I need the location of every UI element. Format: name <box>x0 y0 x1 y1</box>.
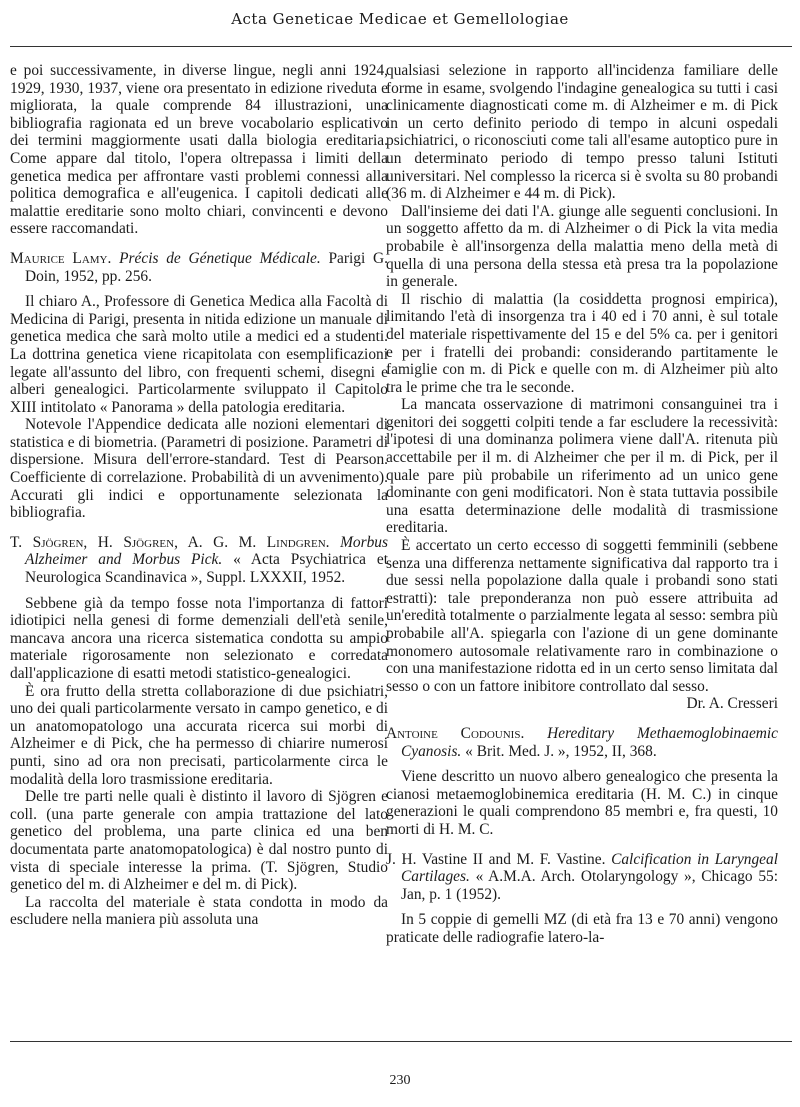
review-title: Précis de Génetique Médicale. <box>119 249 321 267</box>
review-author: Antoine Codounis. <box>386 724 525 742</box>
review-entry-sjogren <box>10 534 388 587</box>
review-author: J. H. Vastine II and M. F. Vastine. <box>386 850 606 868</box>
review-entry-lamy <box>10 250 388 285</box>
journal-title: Acta Geneticae Medicae et Gemellologiae <box>231 10 569 28</box>
reviewer-signature: Dr. A. Cresseri <box>686 695 778 713</box>
review-entry-codounis <box>386 725 778 760</box>
review-entry-vastine <box>386 851 778 904</box>
review-paragraph: In 5 coppie di gemelli MZ (di età fra 13 e 70 anni) vengono praticate delle radiografie latero-la- <box>386 911 778 946</box>
intro-paragraph: e poi successivamente, in diverse lingue, negli anni 1924, 1929, 1930, 1937, viene ora presentato in edizione riveduta e migliorata, la quale comprende 84 illustrazioni, una bibliografia ragionata ed un breve vocabolario esplicativo dei termini maggiormente usati dalla biologia ereditaria. Come appare dal titolo, l'opera oltrepassa i limiti della genetica medica per affrontare vasti problemi connessi alla politica demografica e all'eugenica. I capitoli dedicati alle malattie ereditarie sono molto chiari, convincenti e devono essere raccomandati. <box>10 62 388 238</box>
review-paragraph: La raccolta del materiale è stata condotta in modo da escludere nella maniera più assoluta una <box>10 893 388 929</box>
review-publication: « Brit. Med. J. », 1952, II, 368. <box>465 742 657 760</box>
right-column <box>386 62 778 947</box>
page-number: 230 <box>389 1073 411 1088</box>
review-paragraph: Delle tre parti nelle quali è distinto il lavoro di Sjögren e coll. (una parte generale con ampia trattazione del lato genetico del problema, una parte clinica ed una ben documentata parte anatomopatologica) è dal nostro punto di vista di speciale interesse la prima. (T. Sjögren, Studio genetico del m. di Alzheimer e del m. di Pick). <box>10 788 388 894</box>
review-paragraph: Il rischio di malattia (la cosiddetta prognosi empirica), limitando l'età di insorgenza tra i 40 ed i 70 anni, è sul totale del materiale rispettivamente del 15 e del 5% ca. per i genitori e per i fratelli dei probandi: considerando partitamente le famiglie con m. di Pick e quelle con m. di Alzheimer più alto tra le prime che tra le seconde. <box>386 290 778 396</box>
review-paragraph: La mancata osservazione di matrimoni consanguinei tra i genitori dei soggetti colpiti tende a far escludere la recessività: l'ipotesi di una dominanza polimera viene dall'A. ritenuta più accettabile per il m. di Alzheimer che per il m. di Pick, per il quale pare più probabile un riferimento ad un unico gene dominante con geni modificatori. Non è stata tuttavia possibile una esatta determinazione delle modalità di trasmissione ereditaria. <box>386 396 778 537</box>
continuation-paragraph: qualsiasi selezione in rapporto all'incidenza familiare delle forme in esame, svolgendo l'indagine genealogica su tutti i casi clinicamente diagnosticati come m. di Alzheimer e m. di Pick in un certo definito periodo di tempo in alcuni ospedali psichiatrici, o riconosciuti come tali all'esame autoptico pure in un determinato periodo di tempo presso taluni Istituti universitari. Nel complesso la ricerca si è svolta su 80 probandi (36 m. di Alzheimer e 44 m. di Pick). <box>386 62 778 203</box>
review-title: Morbus Alzheimer and Morbus Pick. <box>25 533 388 569</box>
footer-divider <box>10 1041 792 1042</box>
review-paragraph: È accertato un certo eccesso di soggetti femminili (sebbene senza una differenza nettamente significativa dal rapporto tra i due sessi nella popolazione dalla quale i probandi sono stati estratti): tale preponderanza non può essere attribuita ad un'eredità totalmente o parzialmente legata al sesso: sembra più probabile all'A. spiegarla con l'azione di un gene dominante monomero autosomale relativamente raro in combinazione o con una manifestazione ridotta ed in un certo senso limitata dal sesso o con un fattore inibitore controllato dal sesso. <box>386 537 778 695</box>
left-column <box>10 62 388 929</box>
review-author: T. Sjögren, H. Sjögren, A. G. M. Lindgren. <box>10 533 330 551</box>
review-paragraph: È ora frutto della stretta collaborazione di due psichiatri, uno dei quali particolarmente versato in campo genetico, e di un anatomopatologo una accurata ricerca sui morbi di Alzheimer e di Pick, che ha permesso di chiarire numerosi punti, sino ad ora non precisati, particolarmente circa le modalità della loro trasmissione ereditaria. <box>10 682 388 788</box>
running-header <box>0 10 800 40</box>
header-divider <box>10 46 792 47</box>
review-paragraph: Sebbene già da tempo fosse nota l'importanza di fattori idiotipici nella genesi di forme demenziali dell'età senile, mancava ancora una ricerca sistematica condotta su ampio materiale rigorosamente non selezionato e corredata dall'applicazione di esatti metodi statistico-genealogici. <box>10 594 388 682</box>
review-title: Calcification in Laryngeal Cartilages. <box>401 850 778 886</box>
review-paragraph: Dall'insieme dei dati l'A. giunge alle seguenti conclusioni. In un soggetto affetto da m. di Alzheimer o di Pick la vita media probabile è all'insorgenza della malattia meno della metà di quella di una persona della stessa età presa tra la popolazione in generale. <box>386 202 778 291</box>
review-paragraph: Il chiaro A., Professore di Genetica Medica alla Facoltà di Medicina di Parigi, presenta in nitida edizione un manuale di genetica medica che sarà molto utile a medici ed a studenti. La dottrina genetica viene ricapitolata con esemplificazioni legate all'assunto del libro, con frequenti schemi, disegni e alberi genealogici. Particolarmente sviluppato il Capitolo XIII intitolato « Panorama » della patologia ereditaria. <box>10 293 388 416</box>
review-author: Maurice Lamy. <box>10 249 112 267</box>
review-publication: Parigi G. Doin, 1952, pp. 256. <box>25 249 388 285</box>
review-paragraph: Notevole l'Appendice dedicata alle nozioni elementari di statistica e di biometria. (Parametri di posizione. Parametri di dispersione. Misura dell'errore-standard. Test di Pearson. Coefficiente di correlazione. Probabilità di un avvenimento). Accurati gli indici e opportunamente selezionata la bibliografia. <box>10 416 388 522</box>
review-publication: « A.M.A. Arch. Otolaryngology », Chicago 55: Jan, p. 1 (1952). <box>401 868 778 903</box>
review-title: Hereditary Methaemoglobinaemic Cyanosis. <box>401 724 778 760</box>
review-publication: « Acta Psychiatrica et Neurologica Scandinavica », Suppl. LXXXII, 1952. <box>25 551 388 587</box>
review-paragraph: Viene descritto un nuovo albero genealogico che presenta la cianosi metaemoglobinemica ereditaria (H. M. C.) in cinque generazioni le quali comprendono 85 membri e, fra questi, 10 morti di H. M. C. <box>386 768 778 838</box>
